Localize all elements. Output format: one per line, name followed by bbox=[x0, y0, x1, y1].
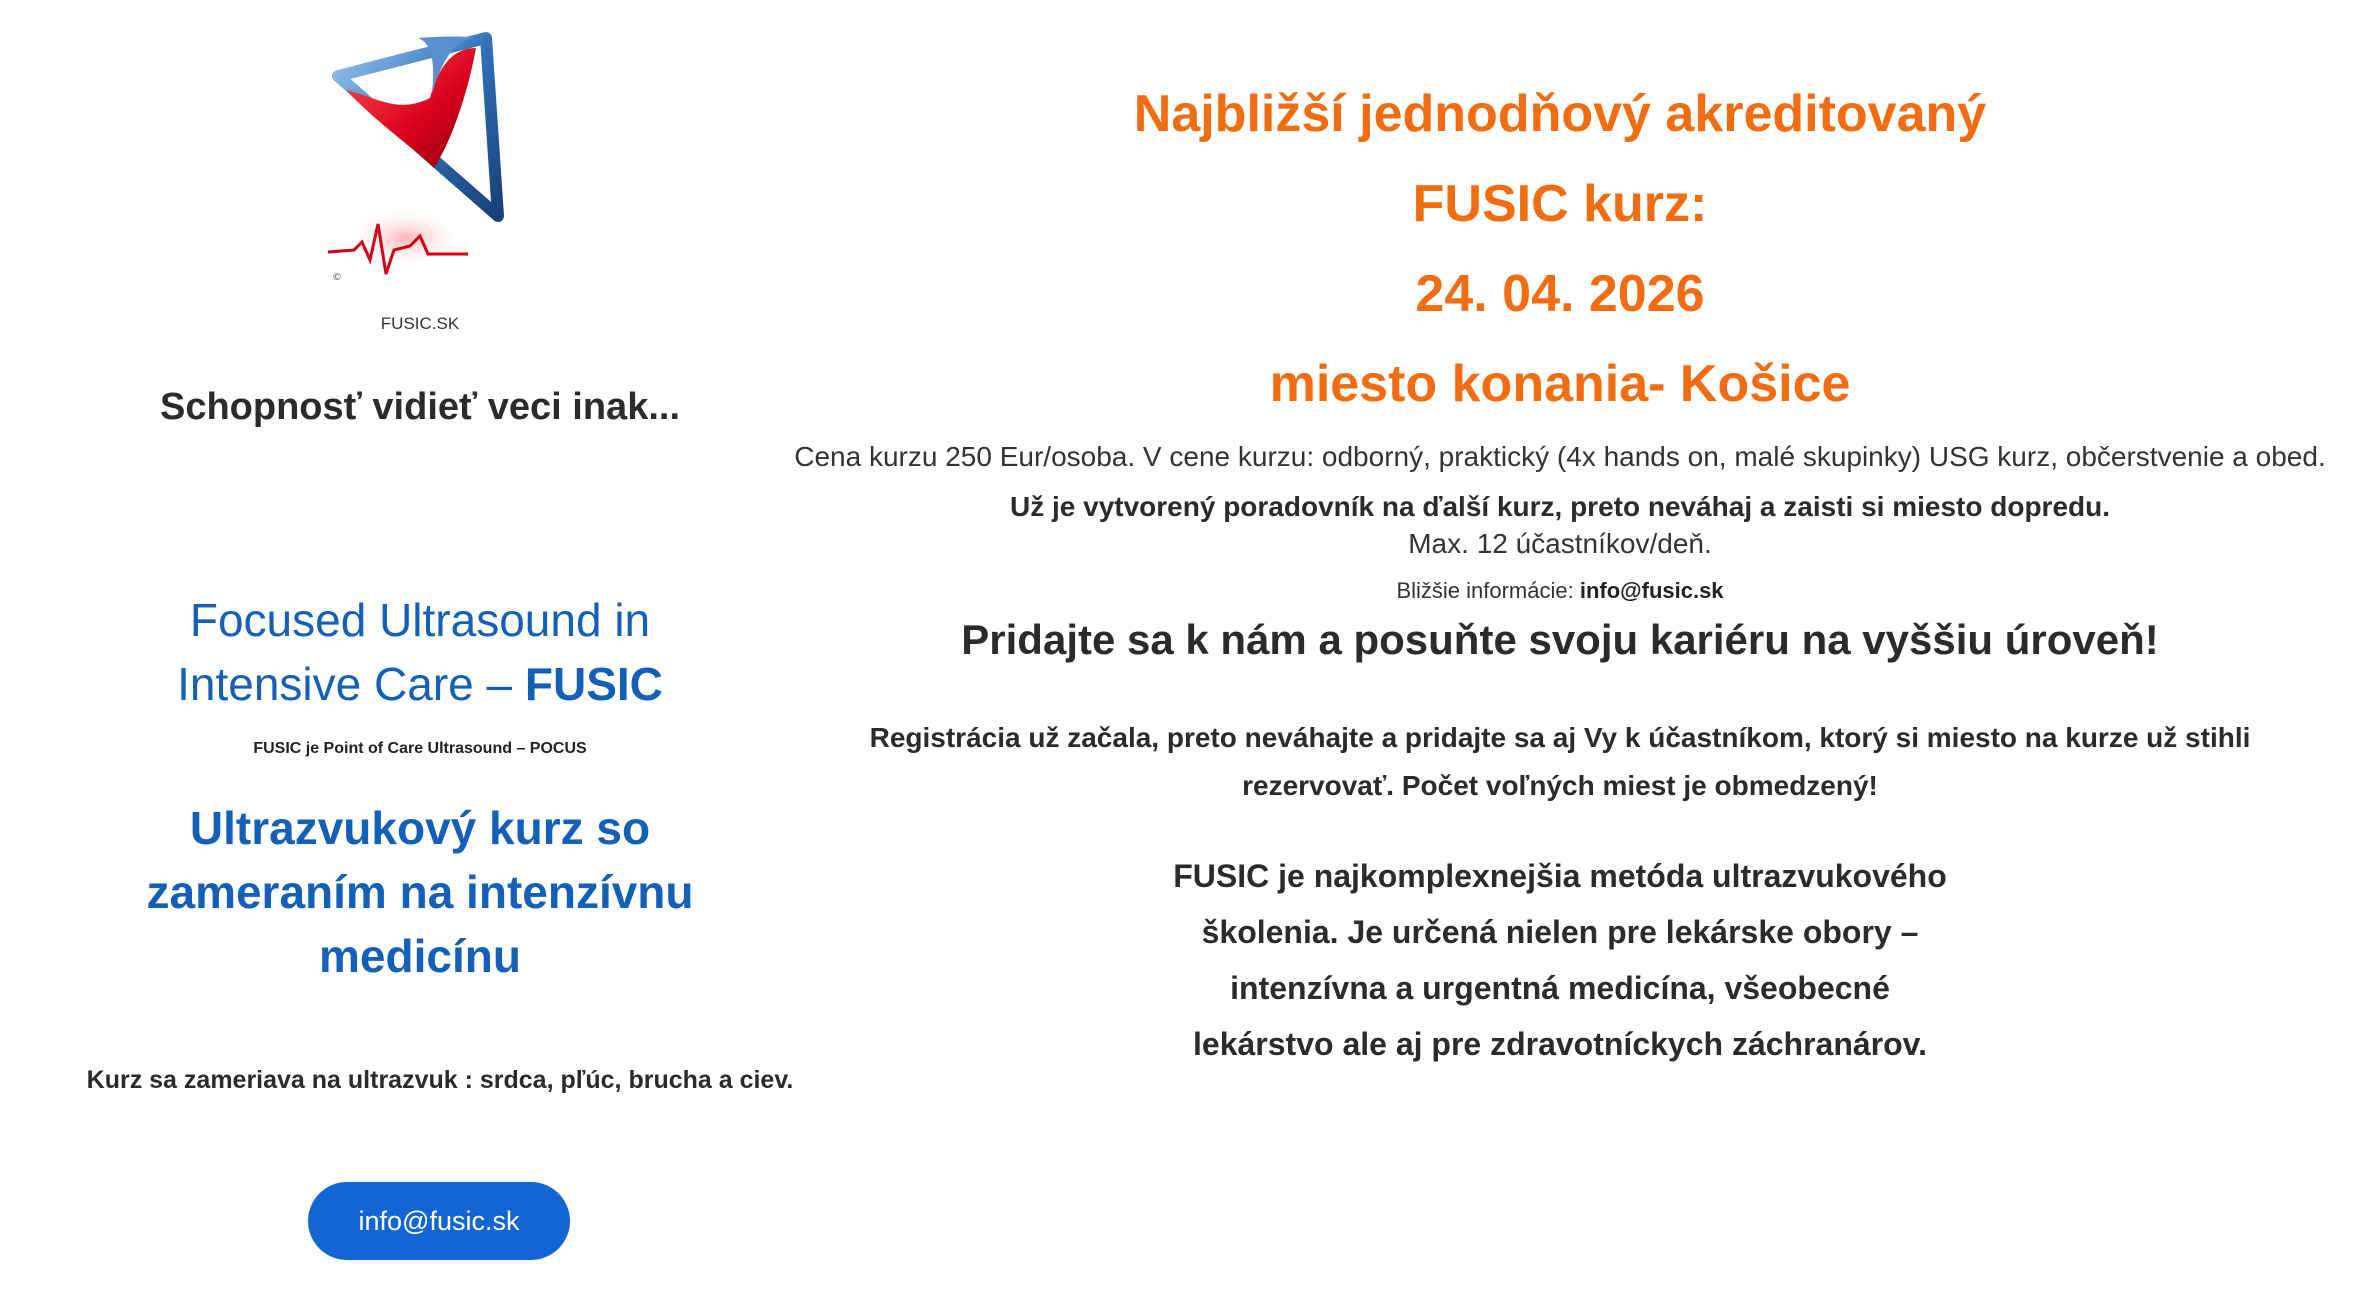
course-title: Ultrazvukový kurz so zameraním na intenzívnu medicínu bbox=[146, 802, 694, 982]
focus-note: Kurz sa zameriava na ultrazvuk : srdca, pľúc, brucha a ciev. bbox=[86, 1066, 794, 1094]
left-column bbox=[0, 0, 840, 1310]
price-paragraph bbox=[780, 432, 2340, 532]
email-button[interactable]: info@fusic.sk bbox=[308, 1182, 570, 1260]
fusic-title bbox=[0, 588, 840, 716]
fusic-logo-icon bbox=[318, 28, 518, 288]
fusic-title-line2 bbox=[0, 652, 840, 716]
registration-text: Registrácia už začala, preto neváhajte a pridajte sa aj Vy k účastníkom, ktorý si miesto na kurze už stihli rezervovať. Počet voľných miest je obmedzený! bbox=[869, 722, 2251, 801]
fusic-title-line1: Focused Ultrasound in bbox=[189, 594, 651, 646]
tagline: Schopnosť vidieť veci inak... bbox=[159, 386, 680, 428]
svg-text:©: © bbox=[332, 272, 342, 283]
price-bold: Už je vytvorený poradovník na ďalší kurz, preto neváhaj a zaisti si miesto dopredu. bbox=[1010, 491, 2110, 522]
more-info bbox=[780, 578, 2340, 604]
pocus-note: FUSIC je Point of Care Ultrasound – POCUS bbox=[253, 740, 587, 757]
max-participants: Max. 12 účastníkov/deň. bbox=[1408, 528, 1712, 559]
headline-line2: FUSIC kurz: bbox=[1412, 175, 1708, 233]
headline-location: miesto konania- Košice bbox=[1269, 355, 1851, 413]
headline-date: 24. 04. 2026 bbox=[1415, 265, 1705, 323]
price-text: Cena kurzu 250 Eur/osoba. V cene kurzu: odborný, praktický (4x hands on, malé skupinky) USG kurz, občerstvenie a obed. bbox=[794, 441, 2326, 472]
join-heading: Pridajte sa k nám a posuňte svoju kariéru na vyššiu úroveň! bbox=[961, 616, 2159, 663]
headline-line1: Najbližší jednodňový akreditovaný bbox=[1133, 85, 1987, 143]
more-info-email[interactable]: info@fusic.sk bbox=[1579, 578, 1724, 603]
more-info-label: Bližšie informácie: bbox=[1396, 578, 1574, 603]
fusic-title-bold: FUSIC bbox=[524, 658, 663, 710]
logo-caption: FUSIC.SK bbox=[380, 314, 460, 333]
right-column bbox=[780, 0, 2340, 1310]
fusic-title-prefix: Intensive Care – bbox=[177, 658, 525, 710]
method-text: FUSIC je najkomplexnejšia metóda ultrazvukového školenia. Je určená nielen pre lekárske obory – intenzívna a urgentná medicína, všeobecné lekárstvo ale aj pre zdravotníckych záchranárov. bbox=[1173, 858, 1947, 1062]
